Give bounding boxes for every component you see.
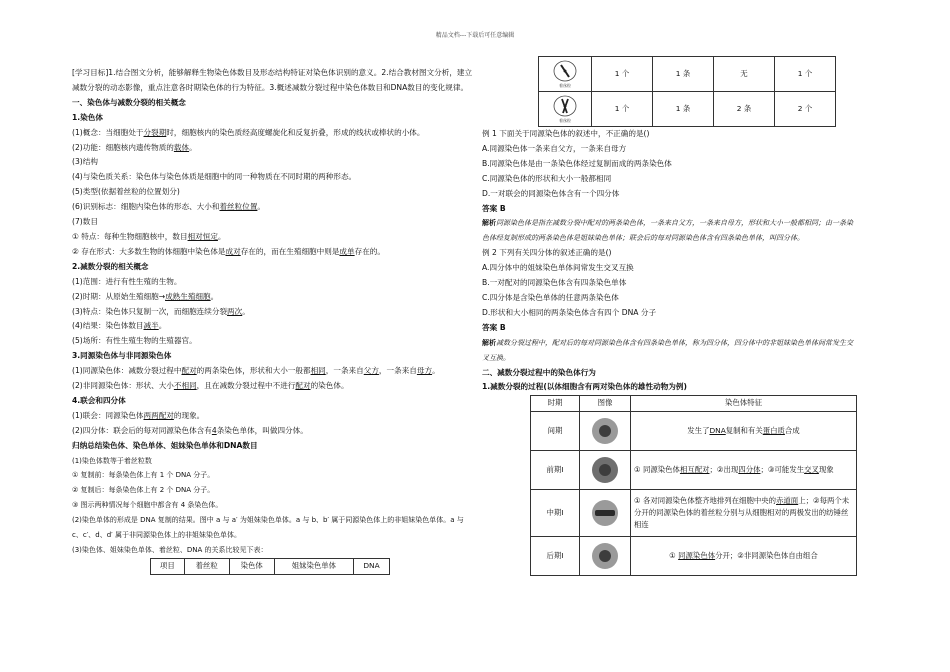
- concept-line: (1)概念：当细胞处于分裂期时，细胞核内的染色质经高度螺旋化和反复折叠，形成的线状或棒状的小体。: [72, 127, 425, 137]
- single-chromosome-diagram: [550, 60, 580, 88]
- example-1-option-a: A.同源染色体一条来自父方，一条来自母方: [482, 143, 627, 153]
- existence-line: ② 存在形式：大多数生物的体细胞中染色体是成对存在的，而在生殖细胞中则是成单存在的。: [72, 246, 385, 256]
- interphase-image: [580, 412, 631, 451]
- table-cell: 1 个: [592, 57, 653, 92]
- table-cell: 1 个: [775, 57, 836, 92]
- tetrad-line: (2)四分体：联会后的每对同源染色体含有4条染色单体，叫做四分体。: [72, 425, 308, 435]
- page-header: 精品文档---下载后可任意编辑: [435, 32, 515, 39]
- summary-line-1: (1)染色体数等于着丝粒数: [72, 456, 152, 465]
- summary-line-4: ③ 图示两种情况每个细胞中都含有 4 条染色体。: [72, 501, 223, 510]
- phase-feature: ① 各对同源染色体整齐地排列在细胞中央的赤道面上；②每两个未分开的同源染色体的着丝粒分别与从细胞相对的两极发出的纺锤丝相连: [631, 490, 857, 537]
- homologous-line: (1)同源染色体：减数分裂过程中配对的两条染色体，形状和大小一般都相同，一条来自父方，一条来自母方。: [72, 366, 440, 376]
- cell-micrograph-icon: [592, 500, 618, 526]
- non-homologous-line: (2)非同源染色体：形状、大小不相同，且在减数分裂过程中不进行配对的染色体。: [72, 381, 349, 391]
- chromatin-relation-line: (4)与染色质关系：染色体与染色体质是细胞中的同一种物质在不同时期的两种形态。: [72, 172, 357, 182]
- summary-heading: 归纳总结染色体、染色单体、姐妹染色单体和DNA数目: [72, 440, 258, 450]
- centromere-caption: 着丝粒: [559, 118, 571, 123]
- right-column: [482, 56, 857, 576]
- table-header-cell: 着丝粒: [184, 558, 229, 574]
- phase-feature: ① 同源染色体分开；②非同源染色体自由组合: [631, 537, 857, 576]
- table-row: [539, 92, 836, 127]
- summary-line-6: (3)染色体、姐妹染色单体、着丝粒、DNA 的关系比较见下表：: [72, 546, 268, 554]
- centromere-caption: 着丝粒: [559, 83, 571, 88]
- table-header-cell: 项目: [151, 558, 185, 574]
- table-cell: 2 个: [775, 92, 836, 127]
- site-line: (5)场所：有性生殖生物的生殖器官。: [72, 336, 197, 346]
- prophase-image: [580, 451, 631, 490]
- meiosis-phase-table: [530, 395, 857, 576]
- phase-feature: ① 同源染色体相互配对；②出现四分体；③可能发生交叉现象: [631, 451, 857, 490]
- number-line: (7)数目: [72, 217, 98, 227]
- subheading-meiosis-process: 1.减数分裂的过程(以体细胞含有两对染色体的雄性动物为例): [482, 382, 687, 392]
- example-1-option-b: B.同源染色体是由一条染色体经过复制而成的两条染色体: [482, 158, 672, 168]
- characteristic-line: (3)特点：染色体只复制一次，而细胞连续分裂两次。: [72, 306, 250, 316]
- cell-micrograph-icon: [592, 543, 618, 569]
- left-column: [72, 66, 475, 575]
- feature-line: ① 特点：每种生物细胞核中，数目相对恒定。: [72, 231, 226, 241]
- example-2-question: 例 2 下列有关四分体的叙述正确的是(): [482, 248, 612, 258]
- table-row: [531, 537, 857, 576]
- cell-micrograph-icon: [592, 457, 618, 483]
- table-cell: 无: [714, 57, 775, 92]
- table-cell: 1 条: [653, 57, 714, 92]
- example-1-question: 例 1 下面关于同源染色体的叙述中，不正确的是(): [482, 129, 650, 138]
- identification-line: (6)识别标志：细胞内染色体的形态、大小和着丝粒位置。: [72, 202, 266, 212]
- table-row: [531, 490, 857, 537]
- example-1-answer: 答案 B: [482, 203, 506, 213]
- example-1-option-d: D.一对联会的同源染色体含有一个四分体: [482, 188, 620, 198]
- phase-feature: 发生了DNA复制和有关蛋白质合成: [631, 412, 857, 451]
- table-header-cell: 染色体: [229, 558, 274, 574]
- comparison-table-header: [150, 558, 390, 575]
- cell-micrograph-icon: [592, 418, 618, 444]
- example-2-option-c: C.四分体是含染色单体的任意两条染色体: [482, 292, 619, 302]
- table-row: [539, 57, 836, 92]
- example-2-answer: 答案 B: [482, 322, 506, 332]
- subheading-synapsis: 4.联会和四分体: [72, 395, 126, 405]
- table-row: [531, 412, 857, 451]
- type-line: (5)类型(依据着丝粒的位置划分): [72, 187, 180, 197]
- table-header-cell: 姐妹染色单体: [274, 558, 353, 574]
- structure-line: (3)结构: [72, 157, 98, 167]
- chromosome-figure-cell: [539, 92, 592, 127]
- table-row: [531, 451, 857, 490]
- table-header-row: [531, 396, 857, 412]
- section-heading-2: 二、减数分裂过程中的染色体行为: [482, 367, 596, 377]
- example-2-explanation: 解析减数分裂过程中，配对后的每对同源染色体含有四条染色单体，称为四分体，四分体中的非姐妹染色单体间常发生交叉互换。: [482, 338, 853, 362]
- summary-line-5: (2)染色单体的形成是 DNA 复制的结果。图中 a 与 a′ 为姐妹染色单体。a 与 b、b′ 属于同源染色体上的非姐妹染色单体。a 与 c、c′、d、d′ 属于非同源染色体上的非姐妹染色单体。: [72, 516, 464, 540]
- phase-name: 间期: [531, 412, 580, 451]
- subheading-homologous: 3.同源染色体与非同源染色体: [72, 351, 172, 361]
- synapsis-line: (1)联会：同源染色体两两配对的现象。: [72, 410, 205, 420]
- metaphase-image: [580, 490, 631, 537]
- table-header-cell: 图像: [580, 396, 631, 412]
- example-1-explanation: 解析同源染色体是指在减数分裂中配对的两条染色体，一条来自父方，一条来自母方，形状和大小一般都相同；由一条染色体经复制形成的两条染色体是姐妹染色单体；联会后的每对同源染色体含有四条染色单体，叫四分体。: [482, 219, 853, 243]
- phase-name: 中期Ⅰ: [531, 490, 580, 537]
- example-2-option-d: D.形状和大小相同的两条染色体含有四个 DNA 分子: [482, 307, 657, 317]
- example-2-option-b: B.一对配对的同源染色体含有四条染色单体: [482, 278, 627, 288]
- chromosome-figure-cell: [539, 57, 592, 92]
- summary-line-2: ① 复制前：每条染色体上有 1 个 DNA 分子。: [72, 471, 215, 480]
- function-line: (2)功能：细胞核内遗传物质的载体。: [72, 142, 197, 152]
- table-cell: 1 条: [653, 92, 714, 127]
- table-header-cell: 染色体特征: [631, 396, 857, 412]
- comparison-table-body: [538, 56, 836, 127]
- summary-line-3: ② 复制后：每条染色体上有 2 个 DNA 分子。: [72, 486, 215, 495]
- table-header-cell: DNA: [354, 558, 390, 574]
- table-cell: 1 个: [592, 92, 653, 127]
- subheading-chromosome: 1.染色体: [72, 112, 103, 122]
- phase-name: 后期Ⅰ: [531, 537, 580, 576]
- period-line: (2)时期：从原始生殖细胞→成熟生殖细胞。: [72, 291, 219, 301]
- table-header-cell: 时期: [531, 396, 580, 412]
- subheading-meiosis: 2.减数分裂的相关概念: [72, 261, 149, 271]
- scope-line: (1)范围：进行有性生殖的生物。: [72, 276, 182, 286]
- learning-goals: [学习目标]1.结合图文分析，能够解释生物染色体数目及形态结构特证对染色体识别的意义。2.结合教材图文分析，建立减数分裂的动态影像，重点注意各时期染色体的行为特征。3.概述减数分裂过程中染色体数目和DNA数目的变化规律。: [72, 68, 473, 92]
- anaphase-image: [580, 537, 631, 576]
- example-1-option-c: C.同源染色体的形状和大小一般都相同: [482, 173, 612, 183]
- example-2-option-a: A.四分体中的姐妹染色单体间常发生交叉互换: [482, 263, 634, 273]
- phase-name: 前期Ⅰ: [531, 451, 580, 490]
- duplicated-chromosome-diagram: [550, 95, 580, 123]
- table-cell: 2 条: [714, 92, 775, 127]
- result-line: (4)结果：染色体数目减半。: [72, 321, 167, 331]
- section-heading-1: 一、染色体与减数分裂的相关概念: [72, 97, 186, 107]
